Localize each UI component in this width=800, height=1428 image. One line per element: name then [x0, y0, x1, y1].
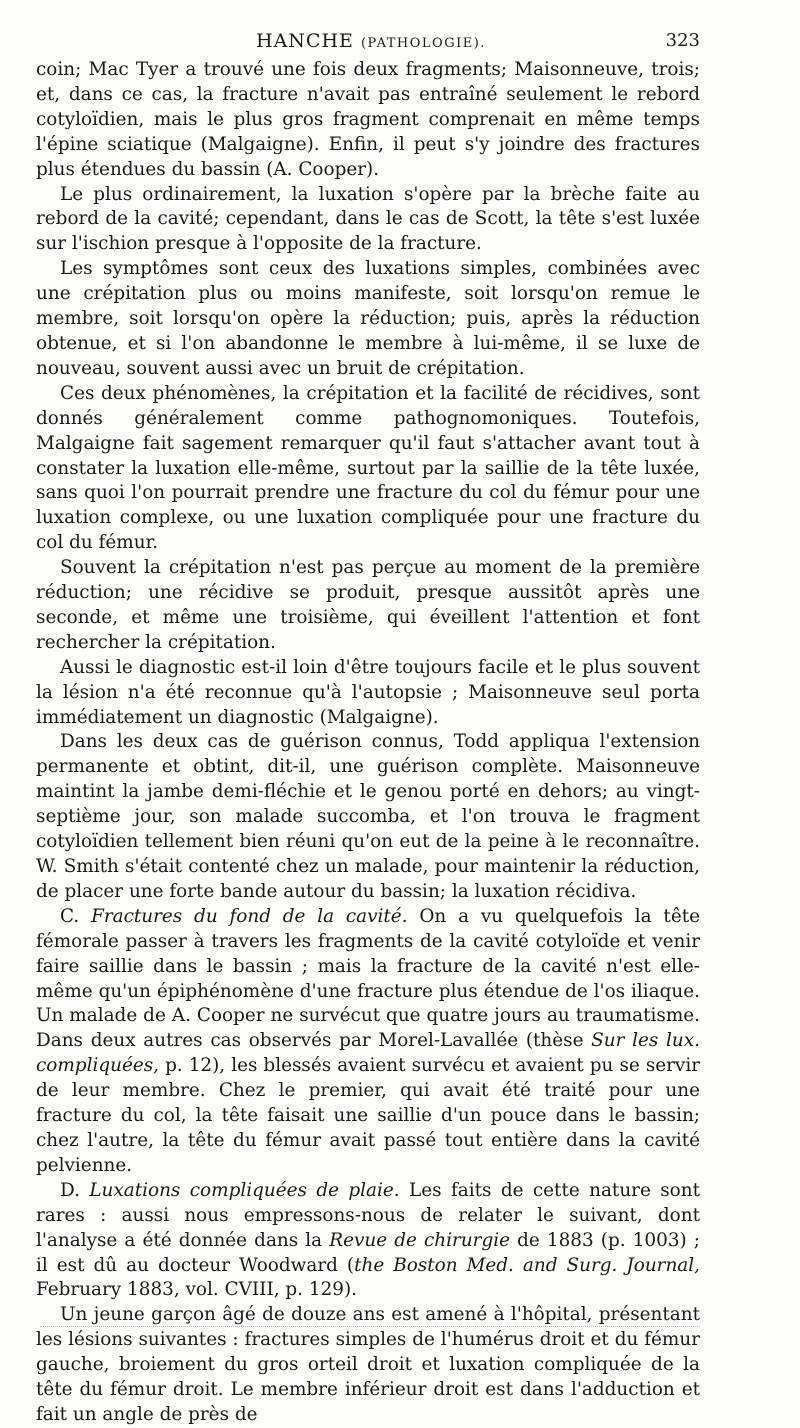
- paragraph: Dans les deux cas de guérison connus, Todd appliqua l'extension permanente et obtint, dit-il, une guérison complète. Maisonneuve maintint la jambe demi-fléchie et le genou porté en dehors; au vingt-septième jour, son malade succomba, et l'on trouva le fragment cotyloïdien tellement bien réuni qu'on eut de la peine à le reconnaître. W. Smith s'était contenté chez un malade, pour maintenir la réduction, de placer une forte bande autour du bassin; la luxation récidiva.: [36, 731, 700, 902]
- citation-italic: Sur les lux. compliquées,: [36, 1030, 700, 1077]
- paragraph: Les symptômes sont ceux des luxations simples, combinées avec une crépitation plus ou moins manifeste, soit lorsqu'on remue le membre, soit lorsqu'on opère la réduction; puis, après la réduction obtenue, et si l'on abandonne le membre à lui-même, il se luxe de nouveau, souvent aussi avec un bruit de crépitation.: [36, 258, 700, 379]
- footer-dotted-rule: [40, 1326, 700, 1327]
- section-d-paragraph: D. Luxations compliquées de plaie. Les faits de cette nature sont rares : aussi nous empressons-nous de relater le suivant, dont l'analyse a été donnée dans la Revue de chirurgie de 1883 (p. 1003) ; il est dû au docteur Woodward (the Boston Med. and Surg. Journal, February 1883, vol. CVIII, p. 129).: [36, 1179, 700, 1301]
- section-label: C.: [60, 905, 80, 927]
- paragraph: Ces deux phénomènes, la crépitation et la facilité de récidives, sont donnés généralement comme pathognomoniques. Toutefois, Malgaigne fait sagement remarquer qu'il faut s'attacher avant tout à constater la luxation elle-même, surtout par la saillie de la tête luxée, sans quoi l'on pourrait prendre une fracture du col du fémur pour une luxation complexe, ou une luxation compliquée pour une fracture du col du fémur.: [36, 382, 700, 554]
- section-heading: Fractures du fond de la cavité.: [91, 905, 408, 927]
- paragraph: Aussi le diagnostic est-il loin d'être toujours facile et le plus souvent la lésion n'a été reconnue qu'à l'autopsie ; Maisonneuve seul porta immédiatement un diagnostic (Malgaigne).: [36, 656, 700, 728]
- paragraph: Souvent la crépitation n'est pas perçue au moment de la première réduction; une récidive se produit, presque aussitôt après une seconde, et même une troisième, qui éveillent l'attention et font rechercher la crépitation.: [36, 557, 700, 653]
- body-text: [36, 58, 700, 1428]
- section-c-paragraph: C. Fractures du fond de la cavité. On a vu quelquefois la tête fémorale passer à travers les fragments de la cavité cotyloïde et venir faire saillie dans le bassin ; mais la fracture de la cavité n'est elle-même qu'un épiphénomène d'une fracture plus étendue de l'os iliaque. Un malade de A. Cooper ne survécut que quatre jours au traumatisme. Dans deux autres cas observés par Morel-Lavallée (thèse Sur les lux. compliquées, p. 12), les blessés avaient survécu et avaient pu se servir de leur membre. Chez le premier, qui avait été traité pour une fracture du col, la tête faisait une saillie d'un pouce dans le bassin; chez l'autre, la tête du fémur avait passé tout entière dans la cavité pelvienne.: [36, 905, 700, 1176]
- paragraph: coin; Mac Tyer a trouvé une fois deux fragments; Maisonneuve, trois; et, dans ce cas, la fracture n'avait pas entraîné seulement le rebord cotyloïdien, mais le plus gros fragment comprenait en même temps l'épine sciatique (Malgaigne). Enfin, il peut s'y joindre des fractures plus étendues du bassin (A. Cooper).: [36, 59, 700, 180]
- running-header: [36, 30, 700, 52]
- citation-italic: the Boston Med. and Surg. Journal,: [354, 1254, 700, 1276]
- page-number: 323: [665, 30, 700, 51]
- running-title: HANCHE (PATHOLOGIE).: [256, 30, 486, 52]
- section-label: D.: [60, 1179, 80, 1201]
- paragraph: Un jeune garçon âgé de douze ans est amené à l'hôpital, présentant les lésions suivantes : fractures simples de l'humérus droit et du fémur gauche, broiement du gros orteil droit et luxation compliquée de la tête du fémur droit. Le membre inférieur droit est dans l'adduction et fait un angle de près de: [36, 1304, 700, 1425]
- section-heading: Luxations compliquées de plaie.: [89, 1179, 400, 1201]
- citation-italic: Revue de chirurgie: [329, 1229, 510, 1251]
- paragraph: Le plus ordinairement, la luxation s'opère par la brèche faite au rebord de la cavité; cependant, dans le cas de Scott, la tête s'est luxée sur l'ischion presque à l'opposite de la fracture.: [36, 183, 700, 255]
